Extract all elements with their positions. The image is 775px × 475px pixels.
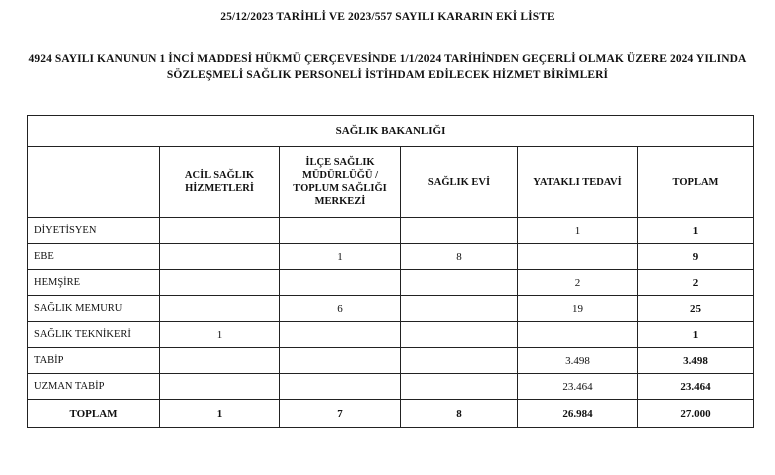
cell-toplam: 2	[638, 270, 754, 296]
row-name: TABİP	[28, 348, 160, 374]
col-header-ilce-line1: İLÇE SAĞLIK	[305, 157, 375, 168]
cell-acil	[160, 296, 280, 322]
cell-toplam: 1	[638, 322, 754, 348]
cell-evi	[401, 270, 518, 296]
cell-acil	[160, 218, 280, 244]
col-header-toplam: TOPLAM	[638, 147, 754, 218]
cell-ilce: 1	[280, 244, 401, 270]
row-name: UZMAN TABİP	[28, 374, 160, 400]
cell-evi	[401, 374, 518, 400]
table-row	[28, 270, 754, 296]
cell-evi	[401, 296, 518, 322]
cell-ilce	[280, 270, 401, 296]
col-header-acil-line2: HİZMETLERİ	[185, 183, 254, 194]
cell-ilce	[280, 218, 401, 244]
cell-evi	[401, 348, 518, 374]
cell-yatakli: 1	[518, 218, 638, 244]
cell-evi	[401, 322, 518, 348]
total-ilce: 7	[280, 400, 401, 428]
row-name: HEMŞİRE	[28, 270, 160, 296]
cell-acil	[160, 244, 280, 270]
table-row	[28, 348, 754, 374]
col-header-ilce	[280, 147, 401, 218]
cell-ilce	[280, 374, 401, 400]
cell-toplam: 25	[638, 296, 754, 322]
table-row	[28, 322, 754, 348]
row-name: DİYETİSYEN	[28, 218, 160, 244]
row-name: SAĞLIK MEMURU	[28, 296, 160, 322]
total-yatakli: 26.984	[518, 400, 638, 428]
cell-evi: 8	[401, 244, 518, 270]
empty-header-cell	[28, 147, 160, 218]
total-label: TOPLAM	[28, 400, 160, 428]
ministry-header: SAĞLIK BAKANLIĞI	[28, 116, 754, 147]
heading-line-2: SÖZLEŞMELİ SAĞLIK PERSONELİ İSTİHDAM EDİLECEK HİZMET BİRİMLERİ	[166, 69, 609, 81]
cell-yatakli: 23.464	[518, 374, 638, 400]
total-row	[28, 400, 754, 428]
cell-toplam: 9	[638, 244, 754, 270]
list-title: 25/12/2023 TARİHLİ VE 2023/557 SAYILI KARARIN EKİ LİSTE	[220, 11, 555, 23]
col-header-acil	[160, 147, 280, 218]
col-header-ilce-line3: TOPLUM SAĞLIĞI	[293, 183, 387, 194]
cell-acil	[160, 348, 280, 374]
cell-acil: 1	[160, 322, 280, 348]
cell-yatakli	[518, 322, 638, 348]
cell-yatakli: 19	[518, 296, 638, 322]
total-evi: 8	[401, 400, 518, 428]
total-toplam: 27.000	[638, 400, 754, 428]
cell-yatakli: 2	[518, 270, 638, 296]
col-header-ilce-line4: MERKEZİ	[314, 196, 366, 207]
col-header-yatakli: YATAKLI TEDAVİ	[518, 147, 638, 218]
cell-evi	[401, 218, 518, 244]
cell-ilce: 6	[280, 296, 401, 322]
cell-acil	[160, 270, 280, 296]
cell-ilce	[280, 322, 401, 348]
table-row	[28, 296, 754, 322]
col-header-ilce-line2: MÜDÜRLÜĞÜ /	[301, 170, 379, 181]
staff-table	[27, 115, 754, 428]
cell-yatakli	[518, 244, 638, 270]
cell-yatakli: 3.498	[518, 348, 638, 374]
cell-toplam: 23.464	[638, 374, 754, 400]
cell-acil	[160, 374, 280, 400]
cell-toplam: 1	[638, 218, 754, 244]
table-row	[28, 244, 754, 270]
heading-line-1: 4924 SAYILI KANUNUN 1 İNCİ MADDESİ HÜKMÜ ÇERÇEVESİNDE 1/1/2024 TARİHİNDEN GEÇERLİ OLMAK ÜZERE 2024 YILINDA	[28, 53, 747, 65]
row-name: SAĞLIK TEKNİKERİ	[28, 322, 160, 348]
col-header-saglik-evi: SAĞLIK EVİ	[401, 147, 518, 218]
col-header-acil-line1: ACİL SAĞLIK	[184, 170, 255, 181]
row-name: EBE	[28, 244, 160, 270]
total-acil: 1	[160, 400, 280, 428]
cell-ilce	[280, 348, 401, 374]
table-row	[28, 218, 754, 244]
cell-toplam: 3.498	[638, 348, 754, 374]
table-row	[28, 374, 754, 400]
